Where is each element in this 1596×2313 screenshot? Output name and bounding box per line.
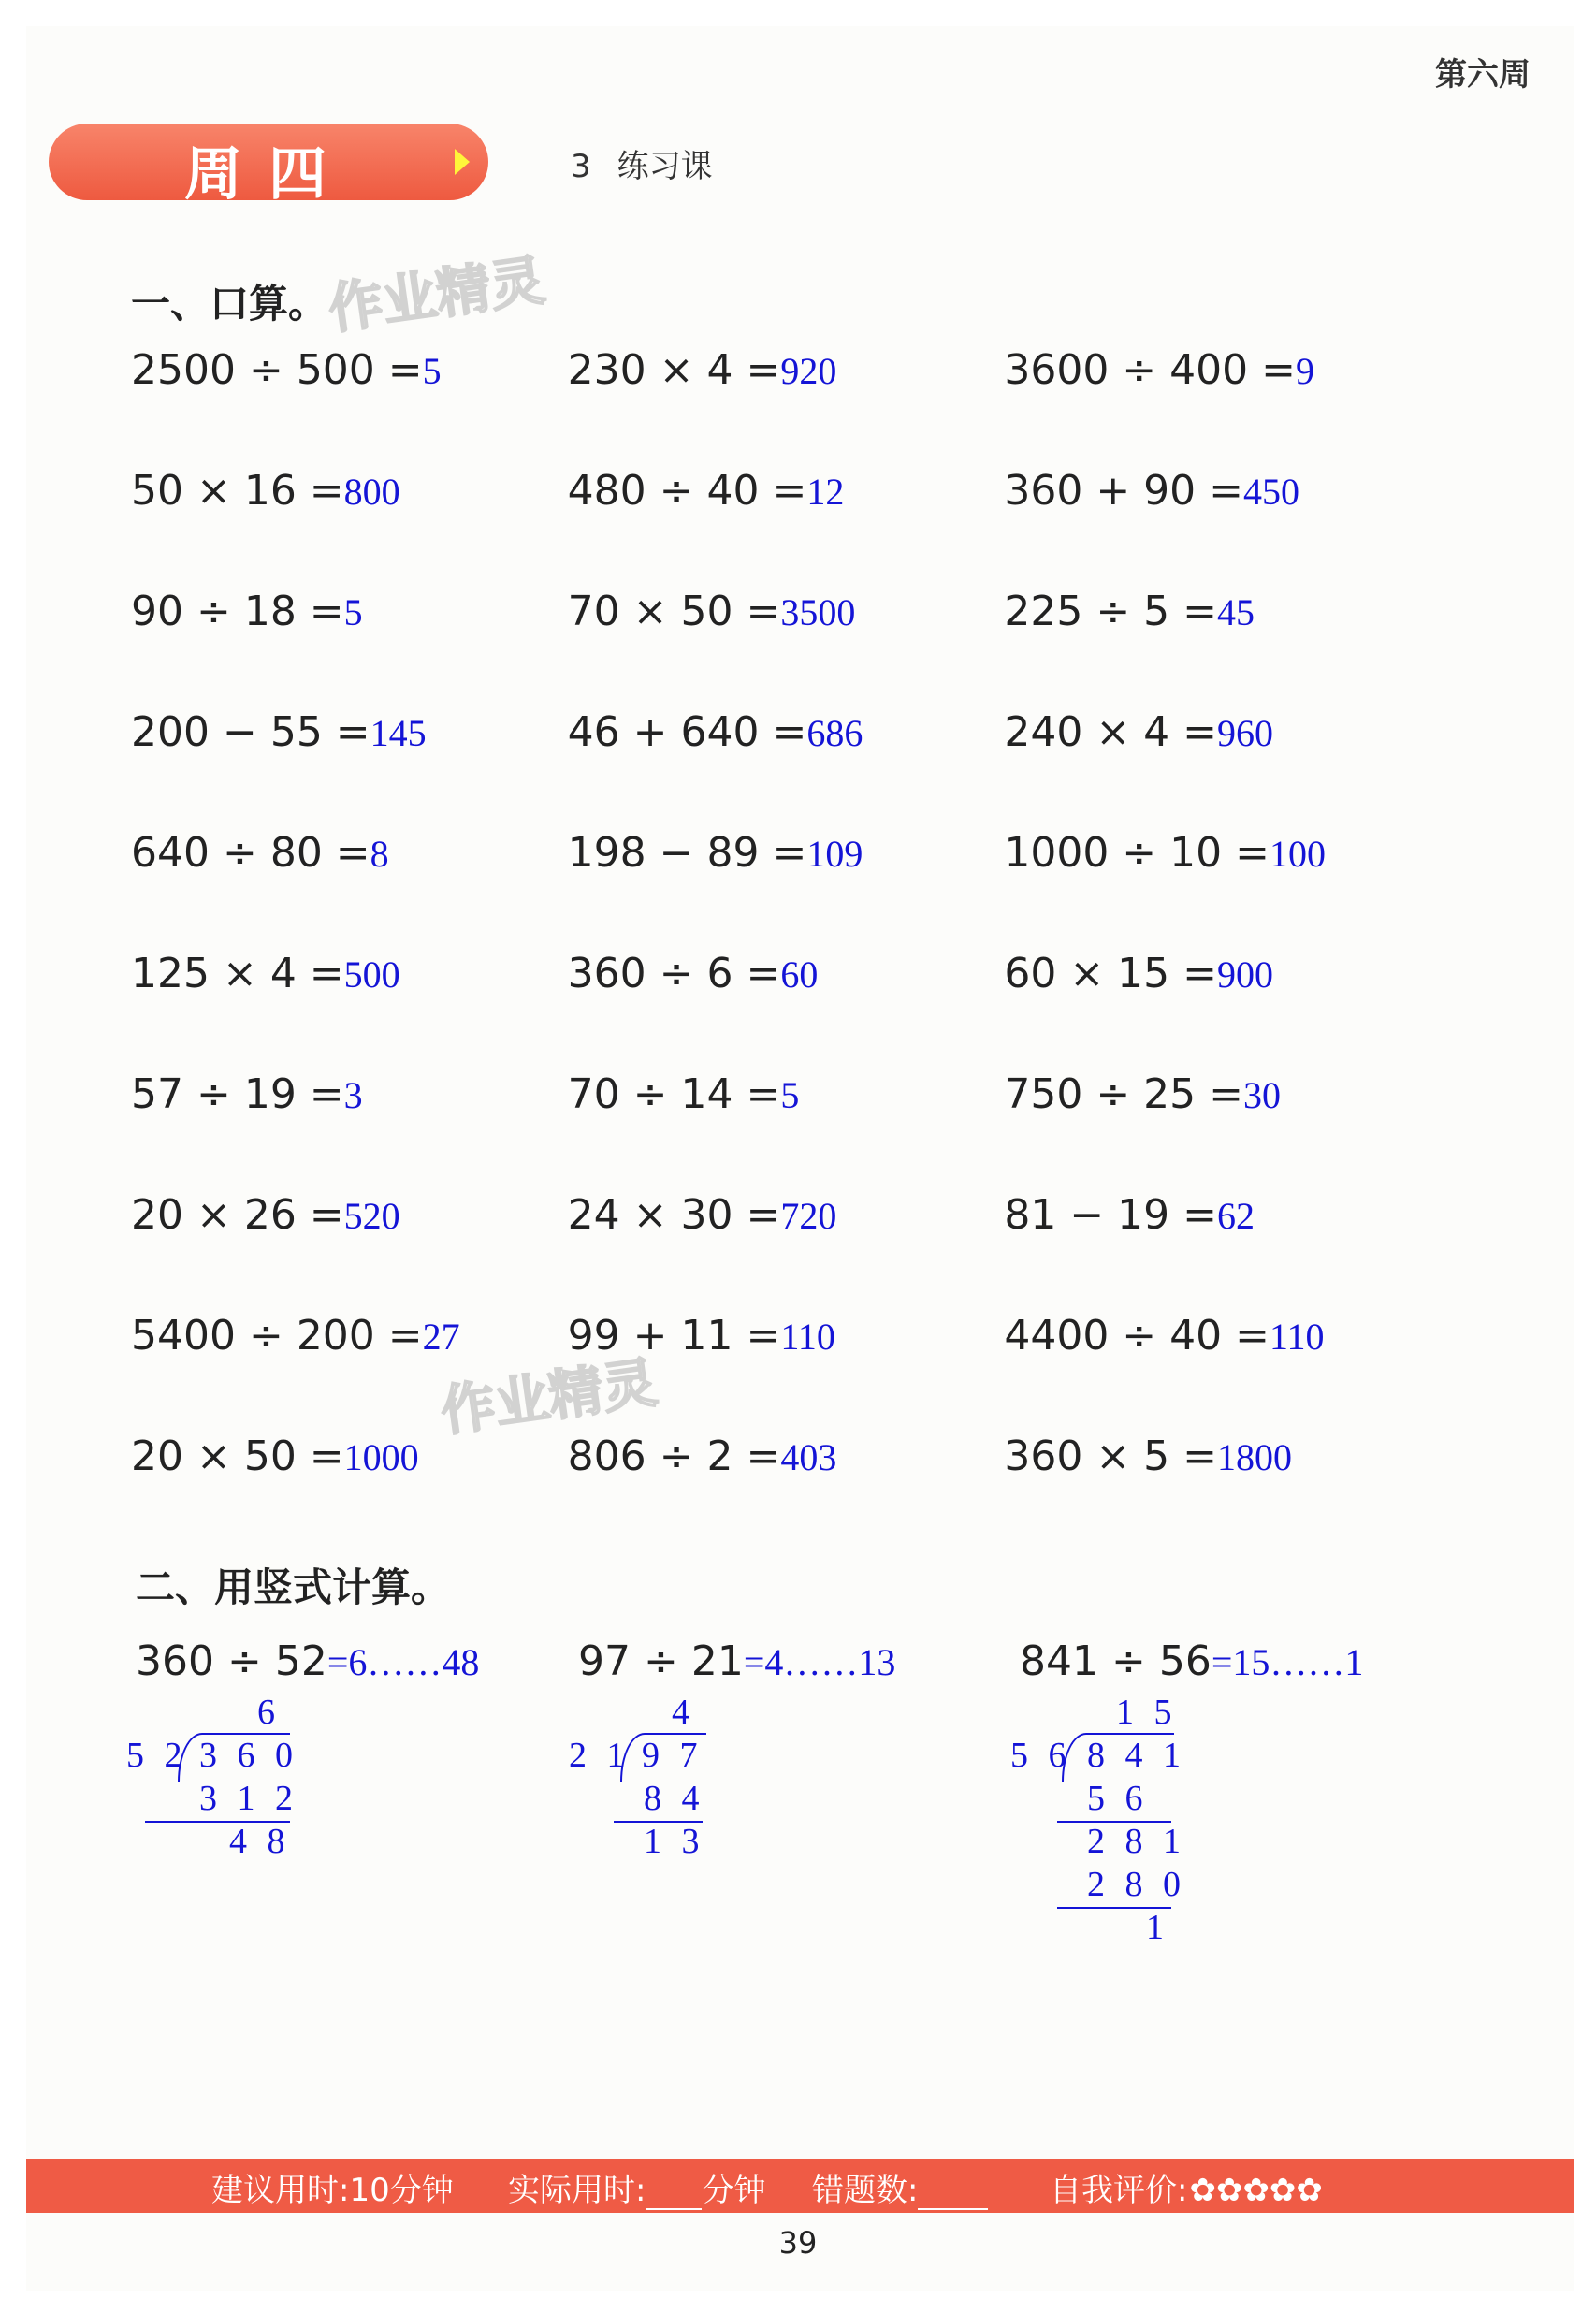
calc-answer: 60 [780,953,819,996]
calc-item [1004,1312,1441,1433]
step: 3 1 2 [199,1779,298,1818]
calc-answer: 27 [422,1316,460,1358]
calc-answer: 900 [1217,953,1274,996]
calc-answer: 960 [1217,712,1274,754]
page-number: 39 [778,2225,818,2261]
section1-title: 一、口算。 [131,281,328,327]
calc-answer: 30 [1243,1074,1282,1116]
calc-answer: 45 [1217,591,1255,633]
calc-answer: 3 [343,1074,363,1116]
day-banner [49,124,488,208]
calc-answer: 100 [1270,833,1327,875]
calc-item [1004,346,1441,467]
calc-answer: 109 [806,833,863,875]
dividend: 3 6 0 [199,1736,298,1775]
arrow-icon [455,149,470,175]
calc-question: 57 ÷ 19 = [131,1070,344,1118]
calc-question: 20 × 26 = [131,1191,344,1239]
calc-answer: 720 [780,1195,837,1237]
calc-item [568,708,1005,829]
division-question: 841 ÷ 56=15……1 [1020,1637,1364,1685]
step: 8 4 [644,1779,705,1818]
calc-item [568,950,1005,1070]
calc-question: 225 ÷ 5 = [1004,588,1218,635]
calc-question: 60 × 15 = [1004,950,1218,997]
calc-item [131,588,568,708]
calc-question: 24 × 30 = [567,1191,781,1239]
dividend: 8 4 1 [1087,1736,1186,1775]
footer-bar [26,2159,1574,2213]
calc-answer: 686 [806,712,863,754]
calc-row [131,708,1441,829]
lesson-title: 练习课 [617,148,713,185]
calc-item [568,588,1005,708]
calc-question: 46 + 640 = [567,708,807,756]
lesson-number: 3 [571,148,591,185]
calc-row [131,1312,1441,1433]
calc-answer: 920 [780,350,837,392]
step: 5 6 [1087,1779,1149,1818]
division-question: 97 ÷ 21=4……13 [578,1637,896,1685]
calc-question: 1000 ÷ 10 = [1004,829,1270,877]
calc-row [131,829,1441,950]
calc-row [131,1070,1441,1191]
calc-answer: 110 [780,1316,835,1358]
calc-row [131,950,1441,1070]
calc-row [131,1433,1441,1553]
remainder: 1 [1146,1908,1169,1947]
long-division-1 [126,1637,575,1937]
calc-question: 99 + 11 = [567,1312,781,1360]
calc-item [568,829,1005,950]
calc-question: 3600 ÷ 400 = [1004,346,1296,394]
calc-question: 5400 ÷ 200 = [131,1312,423,1360]
calc-answer: 500 [343,953,400,996]
calc-answer: 9 [1296,350,1314,392]
long-division-3 [1010,1637,1459,1974]
calc-item [131,346,568,467]
calc-answer: 3500 [780,591,856,633]
quotient: 4 [672,1693,695,1732]
calc-row [131,1191,1441,1312]
calc-question: 360 × 5 = [1004,1433,1218,1480]
calc-item [1004,829,1441,950]
calc-question: 4400 ÷ 40 = [1004,1312,1270,1360]
calc-answer: 110 [1270,1316,1325,1358]
calc-item [1004,708,1441,829]
step: 2 8 0 [1087,1865,1186,1904]
calc-item [568,467,1005,588]
calc-question: 360 ÷ 6 = [567,950,781,997]
quotient: 1 5 [1116,1693,1178,1732]
divisor: 5 2 [126,1736,188,1775]
calc-answer: 520 [343,1195,400,1237]
calc-row [131,346,1441,467]
calc-question: 2500 ÷ 500 = [131,346,423,394]
calc-item [131,708,568,829]
calc-item [131,1433,568,1553]
lesson-heading [571,140,739,186]
quotient: 6 [257,1693,281,1732]
error-count-blank[interactable] [918,2180,988,2210]
calc-question: 125 × 4 = [131,950,344,997]
calc-answer: 62 [1217,1195,1255,1237]
calc-item [131,829,568,950]
calc-item [1004,950,1441,1070]
calc-row [131,467,1441,588]
calc-item [1004,1433,1441,1553]
actual-time-blank[interactable] [646,2180,702,2210]
calc-answer: 5 [422,350,442,392]
calc-answer: 8 [370,833,389,875]
calc-question: 240 × 4 = [1004,708,1218,756]
day-title: 周四 [184,139,354,208]
calc-item [1004,1070,1441,1191]
calc-answer: 5 [343,591,363,633]
calc-item [131,1191,568,1312]
calc-question: 360 + 90 = [1004,467,1244,515]
actual-time: 实际用时: 分钟 [508,2172,766,2209]
calc-question: 70 × 50 = [567,588,781,635]
calc-question: 198 − 89 = [567,829,807,877]
calc-question: 81 − 19 = [1004,1191,1218,1239]
divisor: 5 6 [1010,1736,1072,1775]
suggested-time: 建议用时:10分钟 [211,2172,454,2209]
calc-item [1004,467,1441,588]
calc-question: 806 ÷ 2 = [567,1433,781,1480]
calc-answer: 450 [1243,471,1300,513]
self-evaluation: 自我评价:✿✿✿✿✿ [1050,2172,1323,2209]
calc-item [568,1191,1005,1312]
long-division-2 [569,1637,1018,1937]
calc-item [131,1070,568,1191]
step: 2 8 1 [1087,1822,1186,1861]
calc-item [568,346,1005,467]
oral-calc-grid [131,346,1441,1553]
calc-item [131,467,568,588]
watermark: 作业精灵 [437,1350,661,1444]
calc-question: 230 × 4 = [567,346,781,394]
calc-item [131,950,568,1070]
calc-row [131,588,1441,708]
calc-question: 70 ÷ 14 = [567,1070,781,1118]
calc-question: 200 − 55 = [131,708,370,756]
calc-question: 50 × 16 = [131,467,344,515]
calc-answer: 800 [343,471,400,513]
calc-item [1004,588,1441,708]
calc-question: 90 ÷ 18 = [131,588,344,635]
error-count: 错题数: [812,2164,988,2210]
calc-answer: 12 [806,471,845,513]
calc-answer: 5 [780,1074,800,1116]
calc-question: 640 ÷ 80 = [131,829,370,877]
week-label: 第六周 [1435,56,1531,94]
calc-answer: 1800 [1217,1436,1293,1478]
calc-item [1004,1191,1441,1312]
calc-answer: 1000 [343,1436,419,1478]
section2-title: 二、用竖式计算。 [136,1564,451,1610]
calc-question: 750 ÷ 25 = [1004,1070,1244,1118]
dividend: 9 7 [642,1736,704,1775]
calc-answer: 145 [370,712,427,754]
flower-stars-icon[interactable]: ✿✿✿✿✿ [1189,2172,1323,2209]
calc-question: 480 ÷ 40 = [567,467,807,515]
calc-answer: 403 [780,1436,837,1478]
calc-question: 20 × 50 = [131,1433,344,1480]
remainder: 4 8 [229,1822,291,1861]
calc-item [568,1070,1005,1191]
calc-item [568,1433,1005,1553]
division-question: 360 ÷ 52=6……48 [136,1637,480,1685]
divisor: 2 1 [569,1736,631,1775]
remainder: 1 3 [644,1822,705,1861]
watermark: 作业精灵 [325,248,549,342]
